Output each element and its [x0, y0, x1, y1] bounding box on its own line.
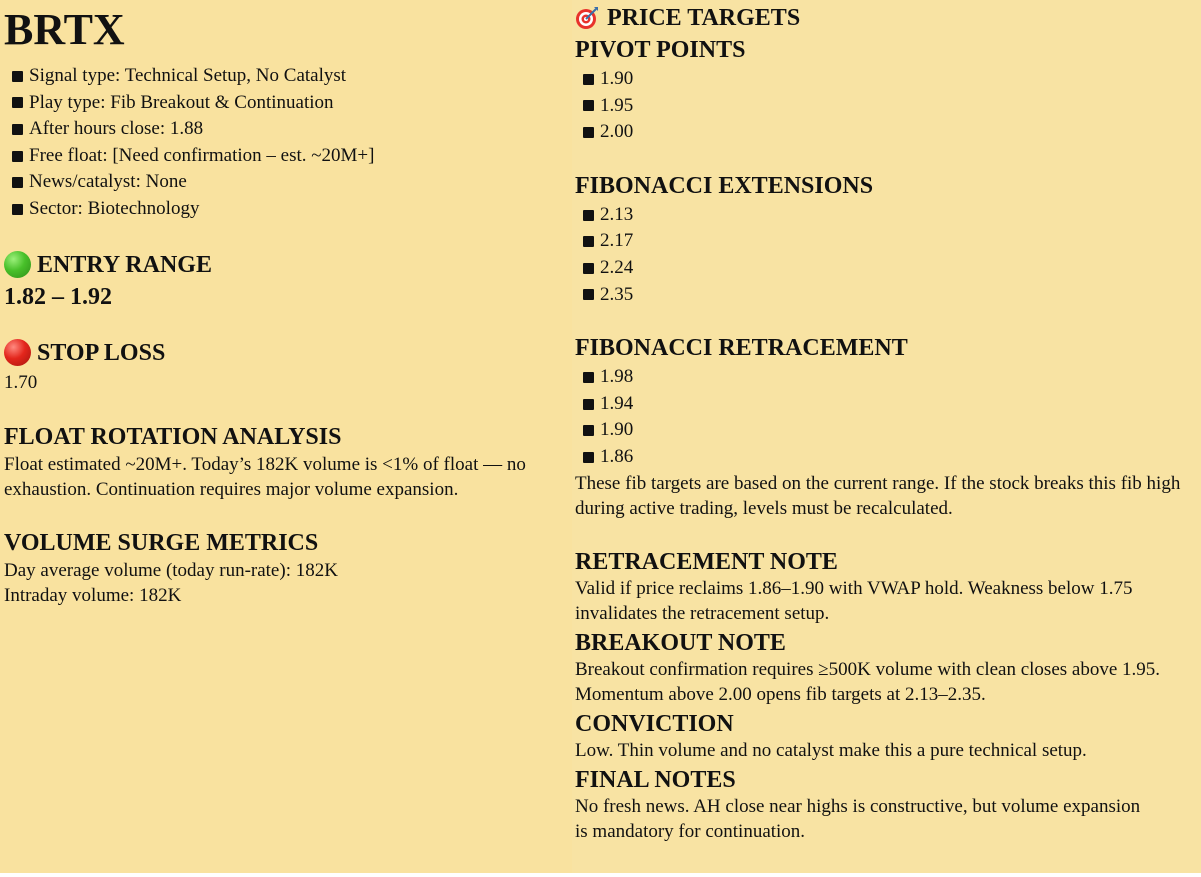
ticker-title: BRTX: [4, 5, 125, 54]
green-circle-icon: [4, 251, 31, 278]
breakout-note-title: BREAKOUT NOTE: [575, 629, 786, 656]
black-square-icon: [12, 151, 23, 162]
right-column: [572, 0, 1201, 873]
black-square-icon: [583, 263, 594, 274]
black-square-icon: [583, 210, 594, 221]
stop-loss-title: STOP LOSS: [37, 339, 166, 366]
summary-text: Free float: [Need confirmation – est. ~20M+]: [29, 144, 375, 166]
summary-list: [4, 63, 572, 223]
float-rotation-text: Float estimated ~20M+. Today’s 182K volume is <1% of float — no exhaustion. Continuation requires major volume expansion.: [4, 453, 526, 500]
extension-value: 2.17: [600, 230, 634, 252]
black-square-icon: [12, 177, 23, 188]
final-notes-text: No fresh news. AH close near highs is constructive, but volume expansion is mandatory for continuation.: [575, 795, 1141, 842]
black-square-icon: [583, 452, 594, 463]
list-item: [4, 90, 572, 117]
black-square-icon: [12, 204, 23, 215]
fib-retracement-title: FIBONACCI RETRACEMENT: [575, 335, 908, 362]
list-item: [4, 116, 572, 143]
retracement-note-text: Valid if price reclaims 1.86–1.90 with VWAP hold. Weakness below 1.75 invalidates the retracement setup.: [575, 577, 1133, 624]
direct-hit-target-icon: [575, 6, 599, 30]
stop-loss-value: 1.70: [4, 371, 38, 393]
stop-loss-heading: [4, 339, 572, 367]
list-item: [4, 196, 572, 223]
retracement-value: 1.94: [600, 392, 634, 414]
fib-note-text: These fib targets are based on the current range. If the stock breaks this fib high during active trading, levels must be recalculated.: [575, 472, 1181, 519]
list-item: [575, 119, 1201, 146]
breakout-note-text: Breakout confirmation requires ≥500K volume with clean closes above 1.95. Momentum above 2.00 opens fib targets at 2.13–2.35.: [575, 658, 1161, 705]
conviction-title: CONVICTION: [575, 710, 734, 737]
pivot-value: 1.95: [600, 94, 634, 116]
list-item: [575, 417, 1201, 444]
extension-value: 2.35: [600, 283, 634, 305]
black-square-icon: [583, 100, 594, 111]
list-item: [575, 444, 1201, 471]
list-item: [575, 391, 1201, 418]
price-targets-title: PRICE TARGETS: [607, 5, 801, 31]
retracement-list: [575, 364, 1201, 470]
extensions-list: [575, 202, 1201, 308]
retracement-value: 1.90: [600, 419, 634, 441]
list-item: [4, 169, 572, 196]
retracement-value: 1.86: [600, 445, 634, 467]
final-notes-title: FINAL NOTES: [575, 766, 736, 793]
pivot-value: 2.00: [600, 121, 634, 143]
black-square-icon: [583, 289, 594, 300]
pivot-list: [575, 66, 1201, 146]
list-item: [575, 228, 1201, 255]
black-square-icon: [583, 74, 594, 85]
summary-text: Play type: Fib Breakout & Continuation: [29, 91, 334, 113]
black-square-icon: [12, 97, 23, 108]
entry-range-heading: [4, 251, 572, 279]
black-square-icon: [583, 425, 594, 436]
pivot-value: 1.90: [600, 68, 634, 89]
pivot-points-title: PIVOT POINTS: [575, 37, 746, 63]
volume-surge-title: VOLUME SURGE METRICS: [4, 529, 319, 556]
conviction-text: Low. Thin volume and no catalyst make this a pure technical setup.: [575, 739, 1087, 761]
entry-range-title: ENTRY RANGE: [37, 251, 212, 278]
list-item: [575, 255, 1201, 282]
summary-text: Signal type: Technical Setup, No Catalyst: [29, 65, 347, 86]
price-targets-heading: [575, 4, 1201, 32]
list-item: [575, 282, 1201, 309]
volume-line: Intraday volume: 182K: [4, 584, 182, 606]
list-item: [575, 93, 1201, 120]
summary-text: After hours close: 1.88: [29, 118, 204, 140]
float-rotation-title: FLOAT ROTATION ANALYSIS: [4, 423, 342, 450]
retracement-note-title: RETRACEMENT NOTE: [575, 548, 838, 575]
black-square-icon: [583, 127, 594, 138]
volume-line: Day average volume (today run-rate): 182K: [4, 559, 338, 581]
black-square-icon: [12, 124, 23, 135]
black-square-icon: [583, 236, 594, 247]
black-square-icon: [583, 399, 594, 410]
black-square-icon: [12, 71, 23, 82]
list-item: [575, 66, 1201, 93]
summary-text: News/catalyst: None: [29, 171, 187, 193]
black-square-icon: [583, 372, 594, 383]
retracement-value: 1.98: [600, 366, 634, 388]
summary-text: Sector: Biotechnology: [29, 197, 200, 219]
entry-range-value: 1.82 – 1.92: [4, 283, 112, 310]
red-circle-icon: [4, 339, 31, 366]
list-item: [575, 202, 1201, 229]
list-item: [4, 63, 572, 90]
list-item: [4, 143, 572, 170]
extension-value: 2.24: [600, 256, 634, 278]
list-item: [575, 364, 1201, 391]
fib-extensions-title: FIBONACCI EXTENSIONS: [575, 172, 874, 199]
extension-value: 2.13: [600, 203, 634, 225]
left-column: [0, 0, 572, 873]
